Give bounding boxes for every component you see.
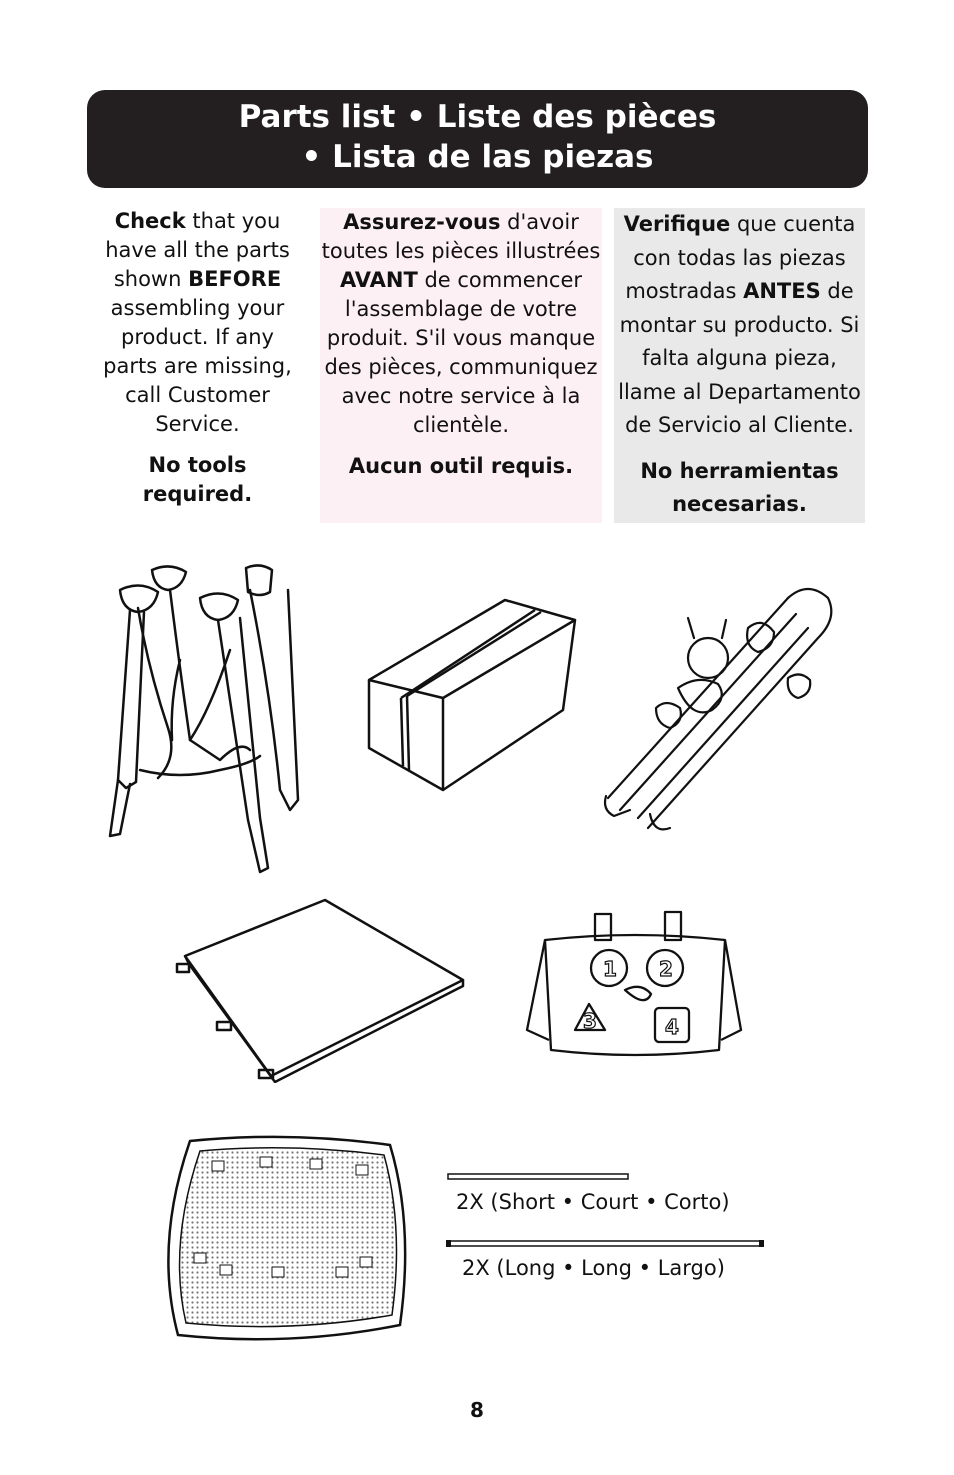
mattress-pad-illustration bbox=[175, 898, 470, 1083]
mobile-bar-illustration bbox=[598, 578, 843, 840]
spanish-text-2: de montar su producto. Si falta alguna pieza, llame al Departamento de Servicio al Cliente. bbox=[618, 279, 861, 437]
mattress-box-illustration bbox=[365, 598, 580, 793]
english-paragraph bbox=[100, 207, 295, 439]
spanish-text-1: que cuenta con todas las piezas mostradas bbox=[625, 212, 856, 303]
french-no-tools: Aucun outil requis. bbox=[348, 454, 574, 478]
english-instructions bbox=[100, 207, 295, 509]
svg-text:1: 1 bbox=[603, 957, 617, 981]
french-text-1: d'avoir toutes les pièces illustrées bbox=[321, 210, 601, 263]
long-rod-label: 2X (Long • Long • Largo) bbox=[462, 1256, 725, 1280]
spanish-antes: ANTES bbox=[743, 279, 821, 303]
french-assurez: Assurez-vous bbox=[343, 210, 501, 234]
spanish-instructions bbox=[614, 208, 865, 523]
english-text-2: assembling your product. If any parts are missing, call Customer Service. bbox=[103, 296, 292, 436]
spanish-no-tools: No herramientas necesarias. bbox=[640, 458, 839, 516]
french-text-2: de commencer l'assemblage de votre produit. S'il vous manque des pièces, communiquez avec notre service à la clientèle. bbox=[324, 268, 598, 437]
short-rod-label: 2X (Short • Court • Corto) bbox=[456, 1190, 730, 1214]
long-rod-icon bbox=[446, 1238, 766, 1250]
parts-list-header bbox=[87, 90, 868, 188]
french-paragraph bbox=[320, 208, 602, 440]
header-line-2: • Lista de las piezas bbox=[301, 139, 654, 175]
short-rod-icon bbox=[446, 1172, 632, 1182]
english-text-1: that you have all the parts shown bbox=[105, 209, 290, 291]
toy-bar-illustration bbox=[525, 910, 745, 1060]
french-avant: AVANT bbox=[339, 268, 418, 292]
svg-text:4: 4 bbox=[665, 1015, 679, 1039]
french-instructions bbox=[320, 208, 602, 523]
page-number: 8 bbox=[470, 1398, 484, 1422]
svg-text:3: 3 bbox=[583, 1009, 597, 1033]
english-before: BEFORE bbox=[188, 267, 282, 291]
spanish-verifique: Verifique bbox=[623, 212, 731, 236]
english-no-tools: No tools required. bbox=[142, 453, 253, 506]
english-check: Check bbox=[114, 209, 186, 233]
frame-illustration bbox=[100, 560, 310, 880]
bassinet-illustration bbox=[160, 1135, 415, 1345]
header-line-1: Parts list • Liste des pièces bbox=[238, 99, 717, 135]
spanish-paragraph bbox=[614, 208, 865, 443]
svg-text:2: 2 bbox=[659, 957, 673, 981]
